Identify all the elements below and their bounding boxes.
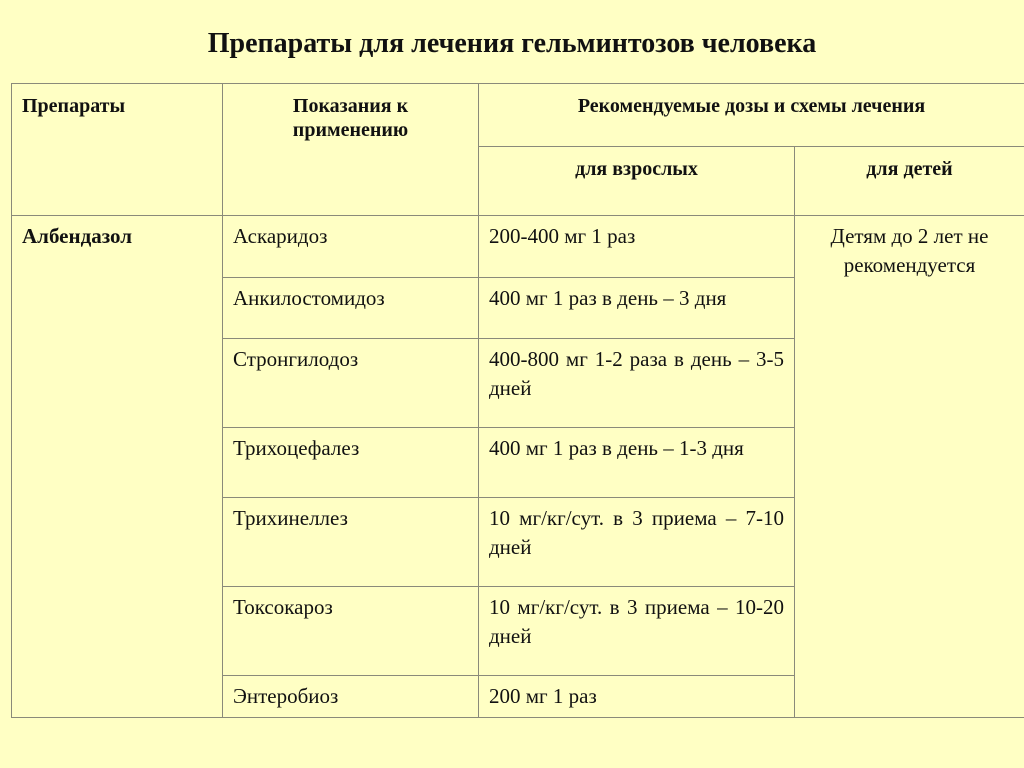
drug-name: Албендазол bbox=[12, 216, 223, 718]
header-adults: для взрослых bbox=[479, 147, 795, 216]
indication-cell: Токсокароз bbox=[223, 587, 479, 676]
adult-dose-cell: 10 мг/кг/сут. в 3 приема – 7-10 дней bbox=[479, 498, 795, 587]
header-indications: Показания к применению bbox=[223, 84, 479, 216]
header-children: для детей bbox=[795, 147, 1024, 216]
indication-cell: Стронгилодоз bbox=[223, 339, 479, 428]
indication-cell: Трихоцефалез bbox=[223, 428, 479, 498]
page-title: Препараты для лечения гельминтозов человека bbox=[207, 28, 817, 59]
table-row bbox=[12, 216, 1024, 278]
adult-dose-cell: 400-800 мг 1-2 раза в день – 3-5 дней bbox=[479, 339, 795, 428]
children-note: Детям до 2 лет не рекомендуется bbox=[795, 216, 1024, 718]
adult-dose-cell: 200-400 мг 1 раз bbox=[479, 216, 795, 278]
indication-cell: Трихинеллез bbox=[223, 498, 479, 587]
adult-dose-cell: 400 мг 1 раз в день – 1-3 дня bbox=[479, 428, 795, 498]
drug-table bbox=[11, 83, 1024, 718]
adult-dose-cell: 200 мг 1 раз bbox=[479, 676, 795, 718]
header-drugs: Препараты bbox=[12, 84, 223, 216]
indication-cell: Аскаридоз bbox=[223, 216, 479, 278]
header-doses: Рекомендуемые дозы и схемы лечения bbox=[479, 84, 1024, 147]
indication-cell: Анкилостомидоз bbox=[223, 278, 479, 339]
indication-cell: Энтеробиоз bbox=[223, 676, 479, 718]
adult-dose-cell: 400 мг 1 раз в день – 3 дня bbox=[479, 278, 795, 339]
adult-dose-cell: 10 мг/кг/сут. в 3 приема – 10-20 дней bbox=[479, 587, 795, 676]
